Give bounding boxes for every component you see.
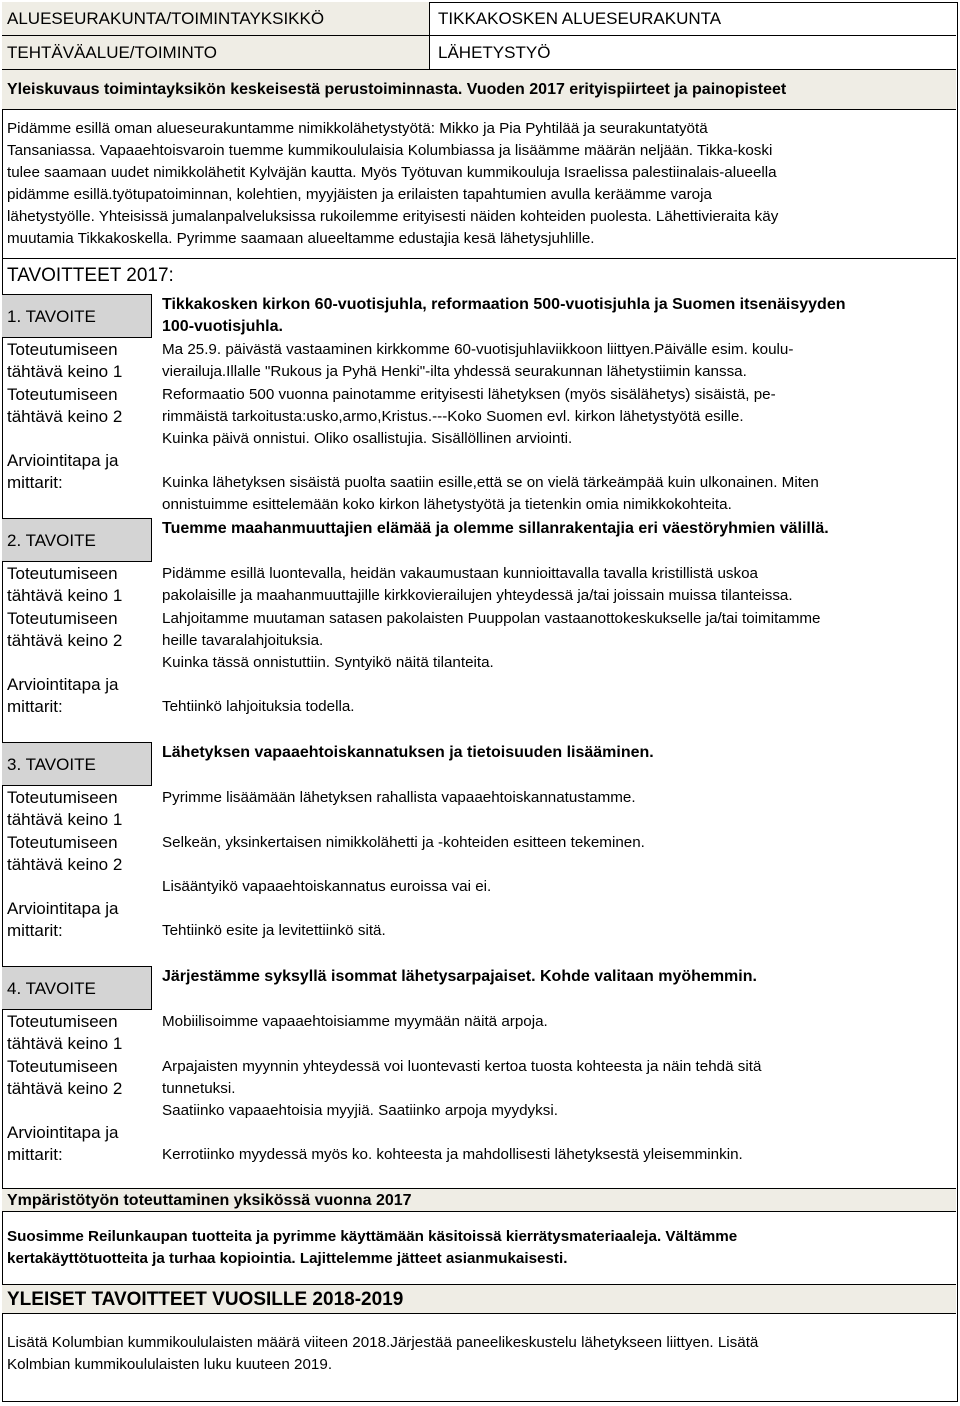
label-line: tähtävä keino 1: [7, 586, 123, 605]
spacer: [162, 1122, 952, 1144]
overview-line: lähetystyölle. Yhteisissä jumalanpalveluksissa rukoilemme erityisesti näiden kohteiden puolesta. Lähettivieraita käy: [7, 208, 779, 225]
goal-4: [2, 966, 956, 1190]
unit-label: ALUESEURAKUNTA/TOIMINTAYKSIKKÖ: [2, 2, 430, 35]
label-line: Arviointitapa ja: [7, 899, 119, 918]
text-line: heille tavaralahjoituksia.: [162, 632, 324, 649]
text-line: Tehtiinkö lahjoituksia todella.: [162, 698, 355, 715]
label-line: Toteutumiseen: [7, 340, 118, 359]
goal-2: [2, 518, 956, 742]
label-line: mittarit:: [7, 1145, 63, 1164]
label-line: Arviointitapa ja: [7, 451, 119, 470]
label-line: Toteutumiseen: [7, 564, 118, 583]
text-line: Kuinka tässä onnistuttiin. Syntyikö näitä tilanteita.: [162, 654, 494, 671]
area-value: LÄHETYSTYÖ: [438, 43, 551, 62]
overview-text: [7, 118, 951, 250]
label-line: mittarit:: [7, 697, 63, 716]
text-line: Pyrimme lisäämään lähetyksen rahallista vapaaehtoiskannatustamme.: [162, 789, 636, 806]
label-line: tähtävä keino 1: [7, 362, 123, 381]
label-line: tähtävä keino 1: [7, 810, 123, 829]
arvio-label: [7, 674, 157, 718]
text-line: pakolaisille ja maahanmuuttajille kirkkovierailujen yhteydessä ja/tai joissain muissa tilanteissa.: [162, 587, 793, 604]
keino1-text: [162, 563, 952, 607]
keino1-text: [162, 339, 952, 383]
text-line: Kuinka päivä onnistui. Oliko osallistujia. Sisällöllinen arviointi.: [162, 430, 573, 447]
text-line: rimmäistä tarkoitusta:usko,armo,Kristus.---Koko Suomen evl. kirkon lähetystyötä esille.: [162, 408, 744, 425]
keino2-text: [162, 832, 952, 854]
text-line: vierailuja.Illalle "Rukous ja Pyhä Henki"-ilta yhdessä seurakunnan lähetystiimin kanssa.: [162, 363, 747, 380]
goal-title: [162, 294, 952, 338]
keino2-label: [7, 832, 157, 876]
goal-label: 1. TAVOITE: [2, 294, 152, 338]
keino2-label: [7, 1056, 157, 1100]
keino1-text: [162, 787, 952, 809]
header-area-row: [2, 36, 956, 70]
label-line: Toteutumiseen: [7, 788, 118, 807]
text-line: Mobiilisoimme vapaaehtoisiamme myymään näitä arpoja.: [162, 1013, 548, 1030]
goal-title-line: Järjestämme syksyllä isommat lähetysarpajaiset. Kohde valitaan myöhemmin.: [162, 968, 757, 985]
goal-label: 4. TAVOITE: [2, 966, 152, 1010]
text-line: Lisääntyikö vapaaehtoiskannatus euroissa vai ei.: [162, 878, 492, 895]
general-line: Lisätä Kolumbian kummikoululaisten määrä viiteen 2018.Järjestää paneelikeskustelu lähetykseen liittyen. Lisätä: [7, 1334, 759, 1351]
goal-title-line: Tuemme maahanmuuttajien elämää ja olemme sillanrakentajia eri väestöryhmien välillä.: [162, 520, 829, 537]
environment-text: [7, 1226, 951, 1270]
divider: [2, 258, 956, 259]
text-line: Kuinka lähetyksen sisäistä puolta saatiin esille,että se on vielä tärkeämpää kuin ulkonainen. Miten: [162, 474, 819, 491]
goal-title-line: 100-vuotisjuhla.: [162, 318, 283, 335]
text-line: Lahjoitamme muutaman satasen pakolaisten Puuppolan vastaanottokeskukselle ja/tai toimitamme: [162, 610, 821, 627]
header-unit-row: [2, 2, 956, 36]
text-line: Tehtiinkö esite ja levitettiinkö sitä.: [162, 922, 386, 939]
overview-line: tulee saamaan uudet nimikkolähetit Kylväjän kautta. Myös Työtuvan kummikouluja Israelissa palestiinalais-alueella: [7, 164, 777, 181]
text-line: Kerrotiinko myydessä myös ko. kohteesta ja mahdollisesti lähetyksestä yleisemminkin.: [162, 1146, 743, 1163]
environment-line: kertakäyttötuotteita ja turhaa kopiointia. Lajittelemme jätteet asianmukaisesti.: [7, 1250, 568, 1267]
keino2-text: [162, 1056, 952, 1100]
label-line: Arviointitapa ja: [7, 675, 119, 694]
goal-title: [162, 966, 952, 988]
text-line: onnistuimme esittelemään koko kirkon lähetystyötä ja tietenkin omia nimikkokohteita.: [162, 496, 732, 513]
environment-heading: Ympäristötyön toteuttaminen yksikössä vuonna 2017: [2, 1188, 956, 1212]
label-line: Toteutumiseen: [7, 609, 118, 628]
label-line: Toteutumiseen: [7, 1057, 118, 1076]
arvio-label: [7, 450, 157, 494]
goal-label: 3. TAVOITE: [2, 742, 152, 786]
label-line: Toteutumiseen: [7, 833, 118, 852]
general-line: Kolmbian kummikoululaisten luku kuuteen 2019.: [7, 1356, 333, 1373]
overview-line: Tansaniassa. Vapaaehtoisvaroin tuemme kummikoululaisia Kolumbiassa ja lisäämme määrän neljään. Tikka-koski: [7, 142, 773, 159]
text-line: tunnetuksi.: [162, 1080, 236, 1097]
label-line: Toteutumiseen: [7, 385, 118, 404]
overview-line: Pidämme esillä oman alueseurakuntamme nimikkolähetystyötä: Mikko ja Pia Pyhtilää ja seurakuntatyötä: [7, 120, 708, 137]
goal-title-line: Lähetyksen vapaaehtoiskannatuksen ja tietoisuuden lisääminen.: [162, 744, 654, 761]
text-line: Pidämme esillä luontevalla, heidän vakaumustaan kunnioittavalla tavalla kristillistä uskoa: [162, 565, 759, 582]
spacer: [162, 898, 952, 920]
keino2-label: [7, 384, 157, 428]
arvio-text: [162, 652, 952, 718]
keino2-text: [162, 384, 952, 428]
keino1-label: [7, 339, 157, 383]
goal-3: [2, 742, 956, 966]
goal-label: 2. TAVOITE: [2, 518, 152, 562]
label-line: Toteutumiseen: [7, 1012, 118, 1031]
general-heading: YLEISET TAVOITTEET VUOSILLE 2018-2019: [2, 1284, 956, 1314]
goal-title: [162, 518, 952, 540]
arvio-label: [7, 1122, 157, 1166]
general-text: [7, 1332, 951, 1376]
goal-title: [162, 742, 952, 764]
goal-title-line: Tikkakosken kirkon 60-vuotisjuhla, reformaation 500-vuotisjuhla ja Suomen itsenäisyyden: [162, 296, 846, 313]
overview-line: pidämme esillä.työtupatoiminnan, kolehtien, myyjäisten ja erilaisten tapahtumien avulla keräämme varoja: [7, 186, 712, 203]
keino2-text: [162, 608, 952, 652]
environment-line: Suosimme Reilunkaupan tuotteita ja pyrimme käyttämään käsitoissä kierrätysmateriaaleja. Vältämme: [7, 1228, 738, 1245]
keino1-label: [7, 563, 157, 607]
keino1-label: [7, 1011, 157, 1055]
overview-heading: Yleiskuvaus toimintayksikön keskeisestä perustoiminnasta. Vuoden 2017 erityispiirteet ja painopisteet: [2, 70, 956, 110]
label-line: tähtävä keino 2: [7, 855, 123, 874]
arvio-text: [162, 876, 952, 942]
arvio-label: [7, 898, 157, 942]
label-line: Arviointitapa ja: [7, 1123, 119, 1142]
label-line: mittarit:: [7, 473, 63, 492]
keino1-label: [7, 787, 157, 831]
label-line: mittarit:: [7, 921, 63, 940]
goal-1: [2, 294, 956, 518]
unit-value: TIKKAKOSKEN ALUESEURAKUNTA: [438, 9, 722, 28]
document-page: [2, 2, 958, 1402]
keino1-text: [162, 1011, 952, 1033]
label-line: tähtävä keino 2: [7, 1079, 123, 1098]
text-line: Arpajaisten myynnin yhteydessä voi luontevasti kertoa tuosta kohteesta ja näin tehdä sitä: [162, 1058, 762, 1075]
label-line: tähtävä keino 2: [7, 631, 123, 650]
goals-heading: TAVOITTEET 2017:: [7, 265, 174, 286]
text-line: Selkeän, yksinkertaisen nimikkolähetti ja -kohteiden esitteen tekeminen.: [162, 834, 645, 851]
label-line: tähtävä keino 1: [7, 1034, 123, 1053]
label-line: tähtävä keino 2: [7, 407, 123, 426]
spacer: [162, 674, 952, 696]
text-line: Ma 25.9. päivästä vastaaminen kirkkomme 60-vuotisjuhlaviikkoon liittyen.Päivälle esim. koulu-: [162, 341, 794, 358]
text-line: Reformaatio 500 vuonna painotamme erityisesti lähetyksen (myös sisälähetys) sisäistä, pe-: [162, 386, 776, 403]
spacer: [162, 450, 952, 472]
text-line: Saatiinko vapaaehtoisia myyjiä. Saatiinko arpoja myydyksi.: [162, 1102, 558, 1119]
arvio-text: [162, 428, 952, 516]
area-label: TEHTÄVÄALUE/TOIMINTO: [2, 36, 430, 69]
arvio-text: [162, 1100, 952, 1166]
keino2-label: [7, 608, 157, 652]
overview-line: muutamia Tikkakoskella. Pyrimme saamaan alueeltamme edustajia kesä lähetysjuhlille.: [7, 230, 595, 247]
